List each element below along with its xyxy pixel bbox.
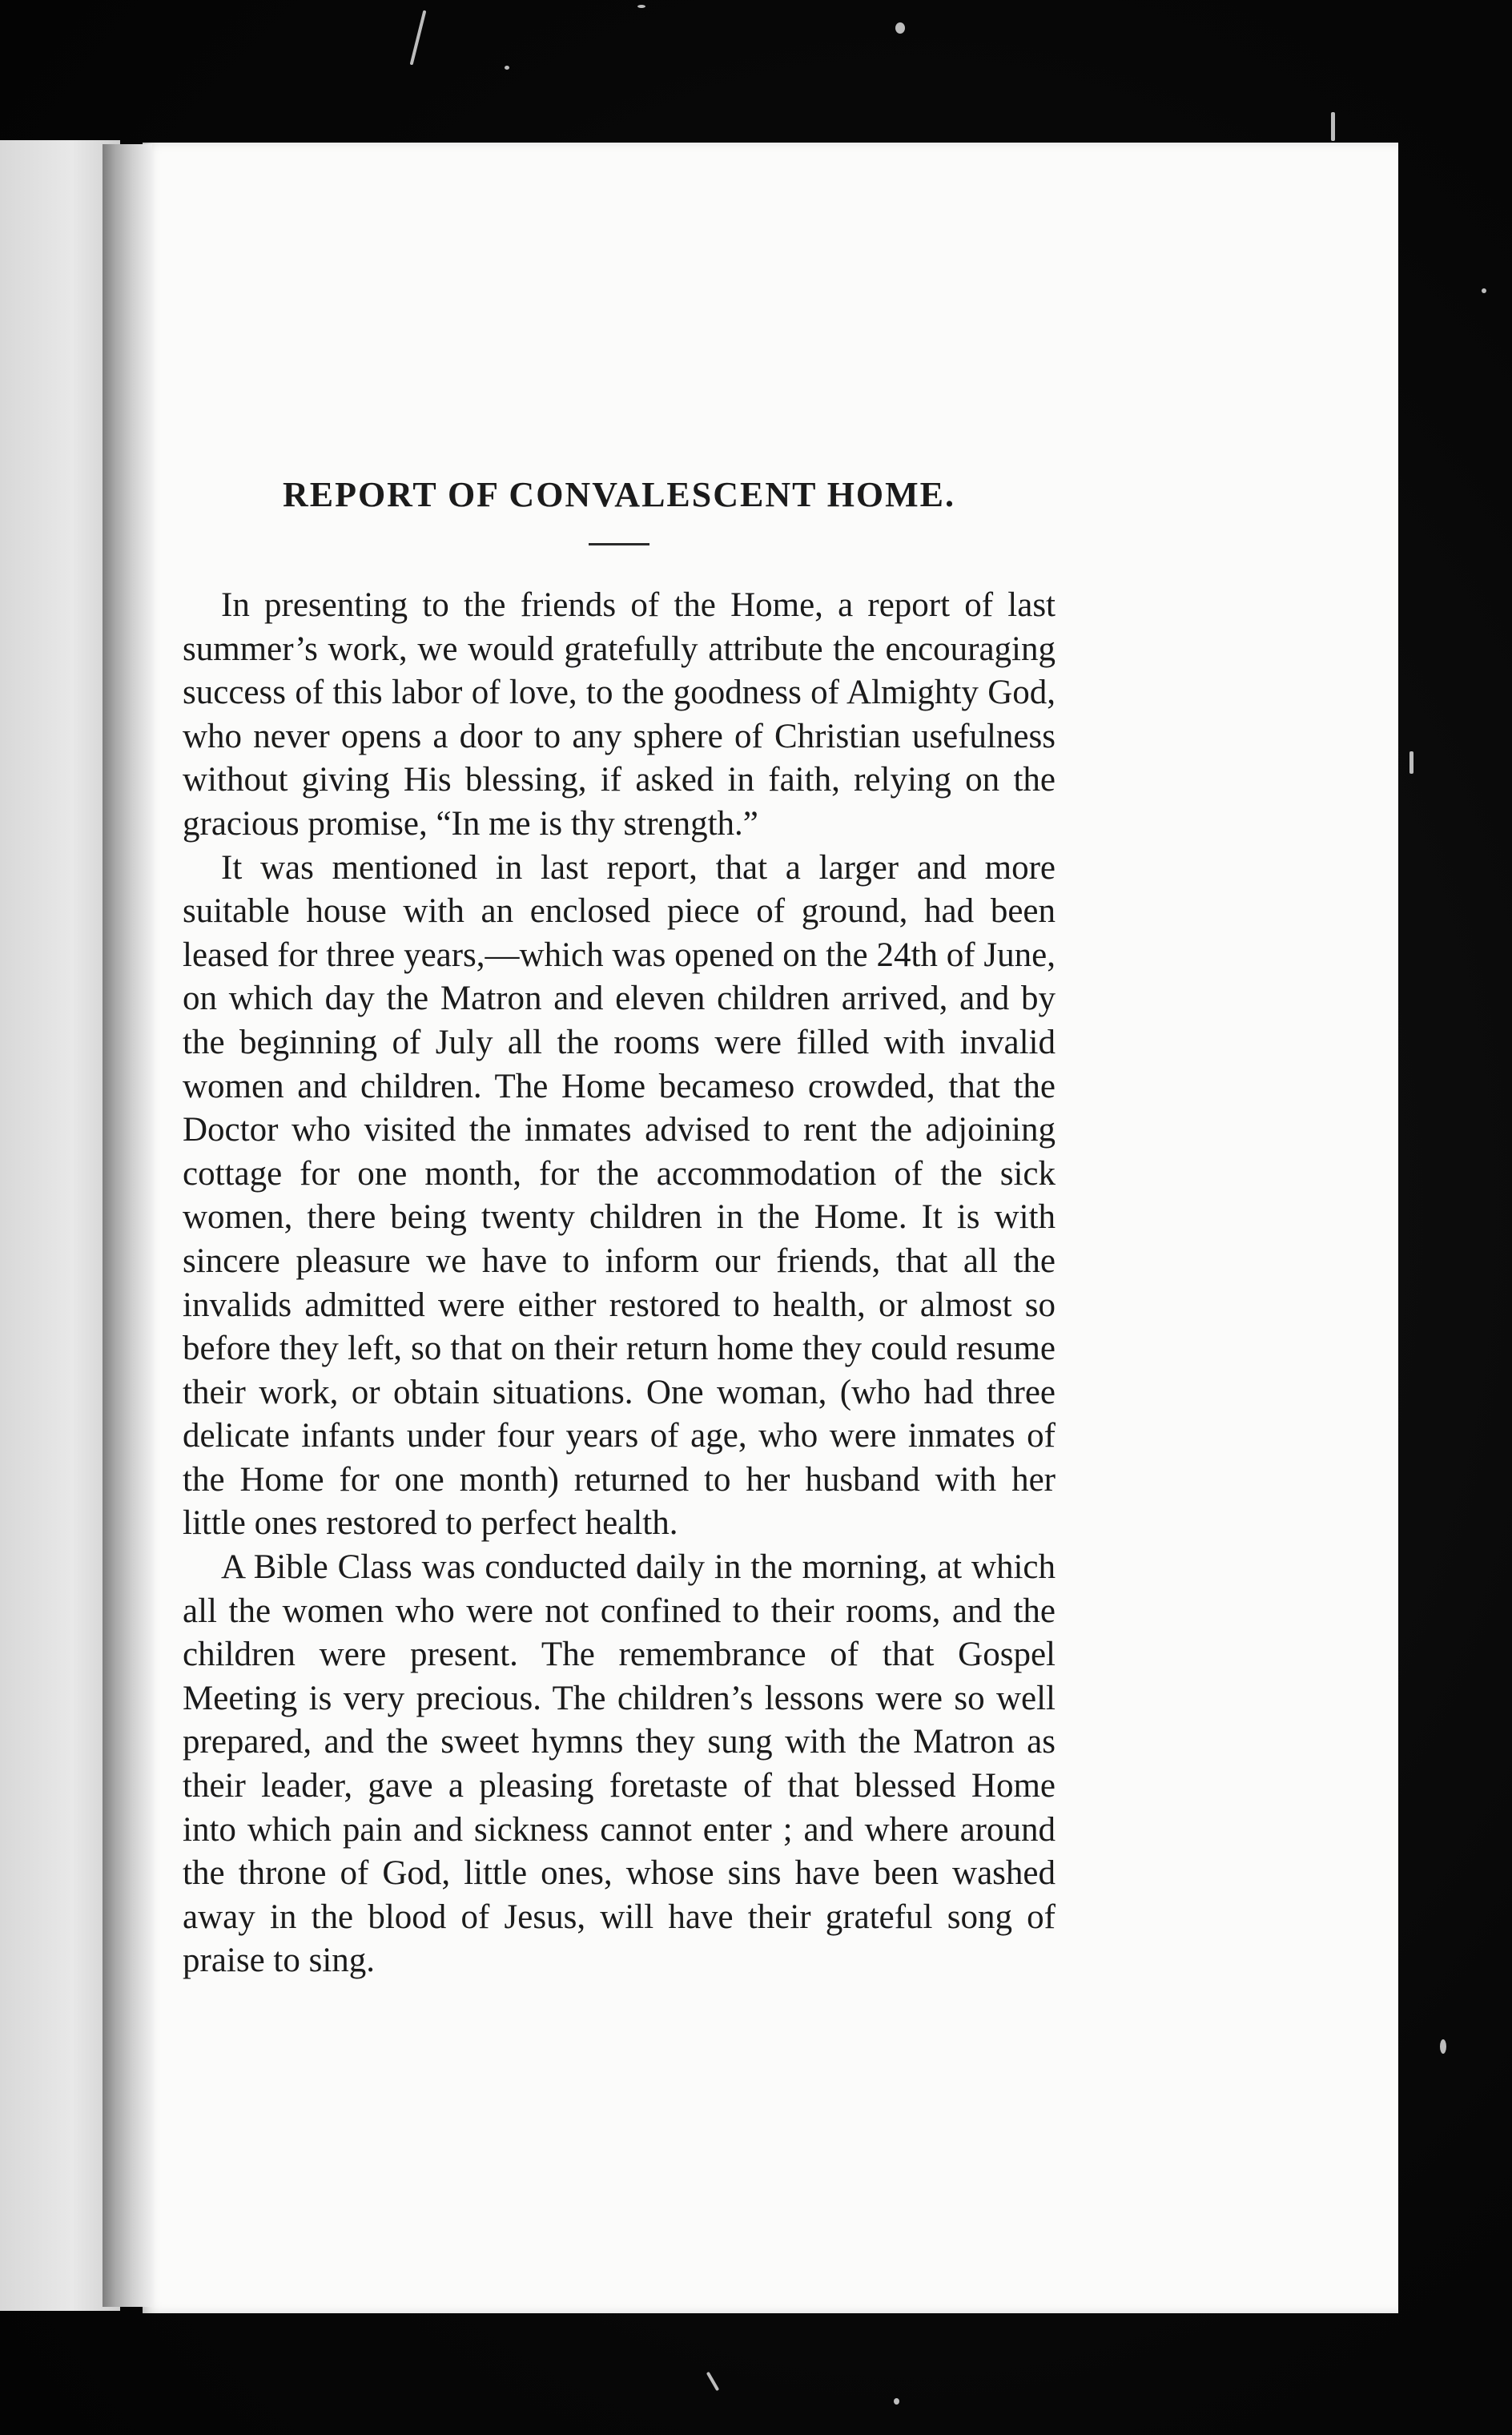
title-rule xyxy=(589,543,649,545)
document-page xyxy=(143,143,1398,2313)
scan-speck xyxy=(637,5,645,8)
paragraph-3: A Bible Class was conducted daily in the morning, at which all the women who were not confined to their rooms, and the children were present. The remembrance of that Gospel Meeting is very precious. The children’s lessons were so well prepared, and the sweet hymns they sung with the Matron as their leader, gave a pleasing foretaste of that blessed Home into which pain and sickness cannot enter ; and where around the throne of God, little ones, whose sins have been washed away in the blood of Jesus, will have their grateful song of praise to sing. xyxy=(183,1548,1056,1980)
scan-speck xyxy=(1331,112,1335,141)
scan-speck xyxy=(1482,288,1486,293)
paragraph-1: In presenting to the friends of the Home, a report of last summer’s work, we would gratefully attribute the encouraging success of this labor of love, to the goodness of Almighty God, who never opens a door to any sphere of Christian usefulness without giving His blessing, if asked in faith, relying on the gracious promise, “In me is thy strength.” xyxy=(183,586,1056,843)
scan-speck xyxy=(1409,751,1413,774)
document-title: REPORT OF CONVALESCENT HOME. xyxy=(282,475,956,514)
page-gutter-shadow xyxy=(103,144,152,2307)
scan-speck xyxy=(894,2398,899,2405)
scan-speck xyxy=(505,66,509,70)
scan-speck xyxy=(1440,2039,1446,2054)
scan-speck xyxy=(895,22,905,34)
page-text-block xyxy=(183,471,1056,1983)
paragraph-2: It was mentioned in last report, that a larger and more suitable house with an enclosed piece of ground, had been leased for three years,—which was opened on the 24th of June, on which day the Matron and eleven children arrived, and by the beginning of July all the rooms were filled with invalid women and children. The Home becameso crowded, that the Doctor who visited the inmates advised to rent the adjoining cottage for one month, for the accommodation of the sick women, there being twenty children in the Home. It is with sincere pleasure we have to inform our friends, that all the invalids admitted were either restored to health, or almost so before they left, so that on their return home they could resume their work, or obtain situations. One woman, (who had three delicate infants under four years of age, who were inmates of the Home for one month) returned to her husband with her little ones restored to perfect health. xyxy=(183,848,1056,1543)
